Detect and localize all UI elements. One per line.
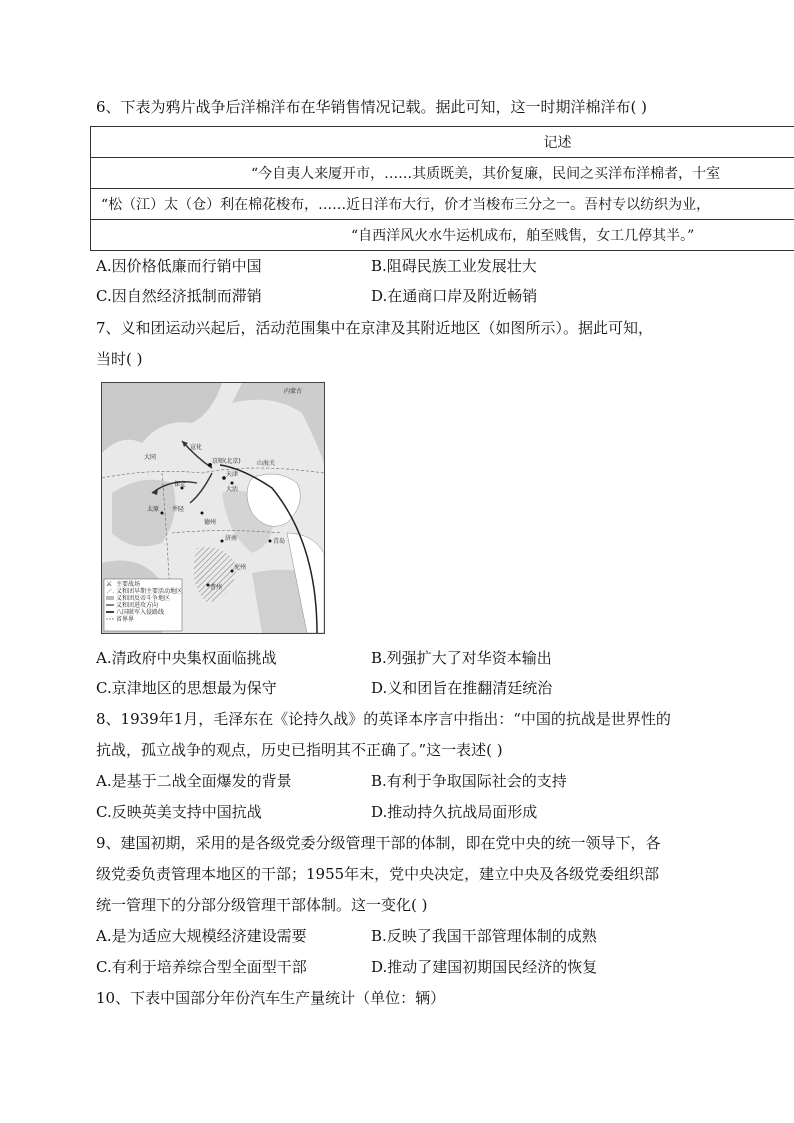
gray-swatch-icon [106, 596, 114, 600]
q6-record-table [90, 126, 794, 251]
q9-option-a[interactable]: A.是为适应大规模经济建设需要 [96, 927, 307, 945]
q9-stem-line1: 9、建国初期，采用的是各级党委分级管理干部的体制，即在党中央的统一领导下，各 [96, 834, 661, 852]
q9-stem-line3: 统一管理下的分部分级管理干部体制。这一变化( ) [96, 896, 428, 914]
q6-stem: 6、下表为鸦片战争后洋棉洋布在华销售情况记载。据此可知，这一时期洋棉洋布( ) [96, 98, 648, 116]
q9-stem-line2: 级党委负责管理本地区的干部；1955年末，党中央决定，建立中央及各级党委组织部 [96, 865, 660, 883]
boxer-movement-map [101, 382, 325, 634]
legend-item: 义和团进攻方向 [116, 602, 159, 609]
map-label-neimenggu: 内蒙古 [284, 388, 303, 395]
q7-option-a[interactable]: A.清政府中央集权面临挑战 [96, 649, 277, 667]
map-label-taiyuan: 太原 [147, 506, 160, 513]
map-label-xuanhua: 宣化 [190, 444, 203, 451]
q7-option-d[interactable]: D.义和团旨在推翻清廷统治 [371, 679, 553, 697]
q7-stem-line2: 当时( ) [96, 350, 143, 368]
q9-option-d[interactable]: D.推动了建国初期国民经济的恢复 [371, 958, 598, 976]
q8-stem-line2: 抗战，孤立战争的观点，历史已指明其不正确了。”这一表述( ) [96, 741, 503, 759]
crossed-swords-icon: ⚔ [106, 580, 113, 588]
table-cell: “松（江）太（仓）利在棉花梭布，……近日洋布大行，价才当梭布三分之一。吾村专以纺织为业， [91, 189, 794, 220]
table-cell: “今自夷人来厦开市，……其质既美，其价复廉，民间之买洋布洋棉者，十室 [91, 158, 794, 189]
map-label-qingdao: 青岛 [273, 538, 286, 545]
hatch-swatch-icon [106, 589, 114, 593]
legend-item: 义和团反帝斗争地区 [116, 595, 171, 602]
q6-option-d[interactable]: D.在通商口岸及附近畅销 [371, 287, 538, 305]
map-label-dagu: 大沽 [226, 486, 239, 493]
legend-item: 主要战场 [116, 581, 141, 588]
map-label-tianjin: 天津 [226, 471, 239, 478]
q6-option-a[interactable]: A.因价格低廉而行销中国 [96, 257, 262, 275]
legend-item: 八国联军入侵路线 [116, 609, 165, 616]
q8-stem-line1: 8、1939年1月，毛泽东在《论持久战》的英译本序言中指出：“中国的抗战是世界性的 [96, 710, 671, 728]
map-label-baoding: 保定 [174, 481, 187, 488]
map-label-yanzhou: 兖州 [234, 564, 247, 571]
table-header-cell: 记述 [91, 127, 794, 158]
table-header-row [91, 127, 794, 158]
q7-stem-line1: 7、义和团运动兴起后，活动范围集中在京津及其附近地区（如图所示）。据此可知， [96, 319, 654, 337]
map-label-beijing: 京师(北京) [212, 458, 241, 465]
q9-option-b[interactable]: B.反映了我国干部管理体制的成熟 [371, 927, 597, 945]
q6-option-c[interactable]: C.因自然经济抵制而滞销 [96, 287, 262, 305]
q8-option-d[interactable]: D.推动持久抗战局面形成 [371, 803, 538, 821]
table-row [91, 189, 794, 220]
map-label-dezhou: 德州 [204, 519, 217, 526]
map-label-jinan: 济南 [225, 535, 238, 542]
table-cell: “自西洋风火水牛运机成布，舶至贱售，女工几停其半。” [91, 220, 794, 251]
table-row [91, 220, 794, 251]
q10-stem: 10、下表中国部分年份汽车生产量统计（单位：辆） [96, 989, 446, 1007]
q7-option-b[interactable]: B.列强扩大了对华资本输出 [371, 649, 552, 667]
legend-item: 省界界 [116, 616, 135, 623]
map-label-shanhaiguan: 山海关 [257, 460, 276, 467]
map-label-caozhou: 曹州 [210, 584, 223, 591]
q6-option-b[interactable]: B.阻碍民族工业发展壮大 [371, 257, 537, 275]
q8-option-a[interactable]: A.是基于二战全面爆发的背景 [96, 772, 292, 790]
map-label-jingxing: 井陉 [172, 506, 185, 513]
q7-option-c[interactable]: C.京津地区的思想最为保守 [96, 679, 277, 697]
table-row [91, 158, 794, 189]
q8-option-b[interactable]: B.有利于争取国际社会的支持 [371, 772, 567, 790]
q8-option-c[interactable]: C.反映英美支持中国抗战 [96, 803, 262, 821]
legend-item: 义和团早期主要活动地区 [116, 588, 183, 595]
q9-option-c[interactable]: C.有利于培养综合型全面型干部 [96, 958, 307, 976]
map-label-datong: 大同 [144, 454, 157, 461]
